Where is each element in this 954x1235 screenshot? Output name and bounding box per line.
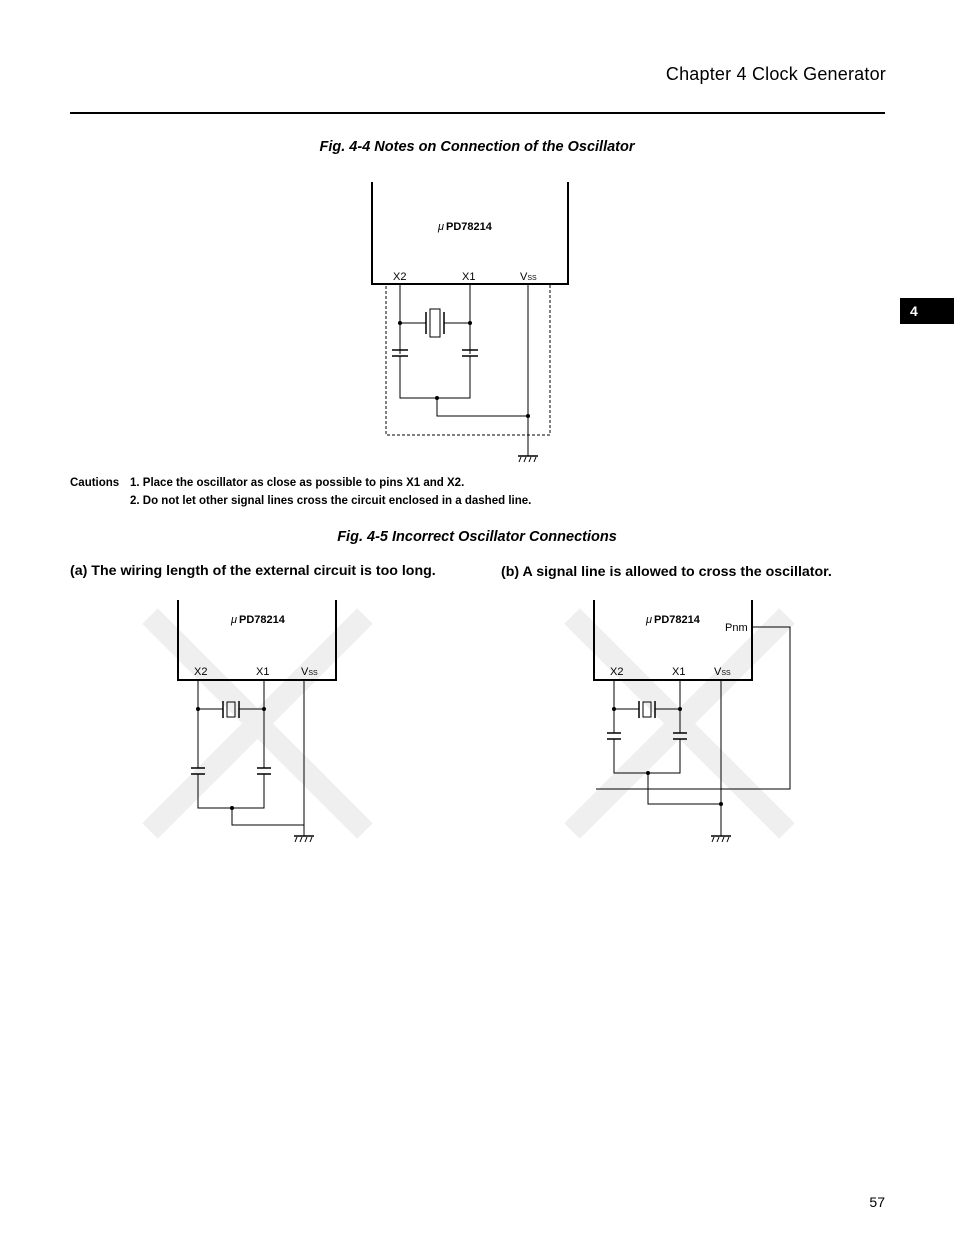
fig-4-4-caption: Fig. 4-4 Notes on Connection of the Oscillator [319,139,635,155]
pin-x1: X1 [672,666,686,678]
pin-pnm: Pnm [725,622,748,634]
chapter-tab: 4 [900,298,954,324]
header-rule [70,112,885,114]
pin-x2: X2 [194,666,208,678]
chip-name: PD78214 [239,614,285,626]
caution-item: 1. Place the oscillator as close as possible to pins X1 and X2. [130,477,465,489]
chip-mu: μ [646,614,653,626]
fig-4-5a-heading: (a) The wiring length of the external circuit is too long. [70,563,436,579]
cautions-label: Cautions [70,477,120,489]
chip-mu: μ [231,614,238,626]
fig-4-4-diagram [360,178,580,468]
chapter-title: Chapter 4 Clock Generator [665,64,886,84]
pin-x2: X2 [393,271,407,283]
fig-4-5b-diagram [560,596,810,851]
pin-x1: X1 [256,666,270,678]
pin-vss: VSS [301,666,318,678]
pin-vss: VSS [520,271,537,283]
pin-x2: X2 [610,666,624,678]
chip-name: PD78214 [446,221,492,233]
caution-item: 2. Do not let other signal lines cross the circuit enclosed in a dashed line. [130,495,532,507]
page-number: 57 [869,1194,885,1210]
chip-name: PD78214 [654,614,700,626]
pin-vss: VSS [714,666,731,678]
pin-x1: X1 [462,271,476,283]
chip-mu: μ [438,221,445,233]
fig-4-5b-heading: (b) A signal line is allowed to cross the oscillator. [501,564,832,580]
fig-4-5a-diagram [140,596,380,851]
fig-4-5-caption: Fig. 4-5 Incorrect Oscillator Connections [337,529,617,545]
